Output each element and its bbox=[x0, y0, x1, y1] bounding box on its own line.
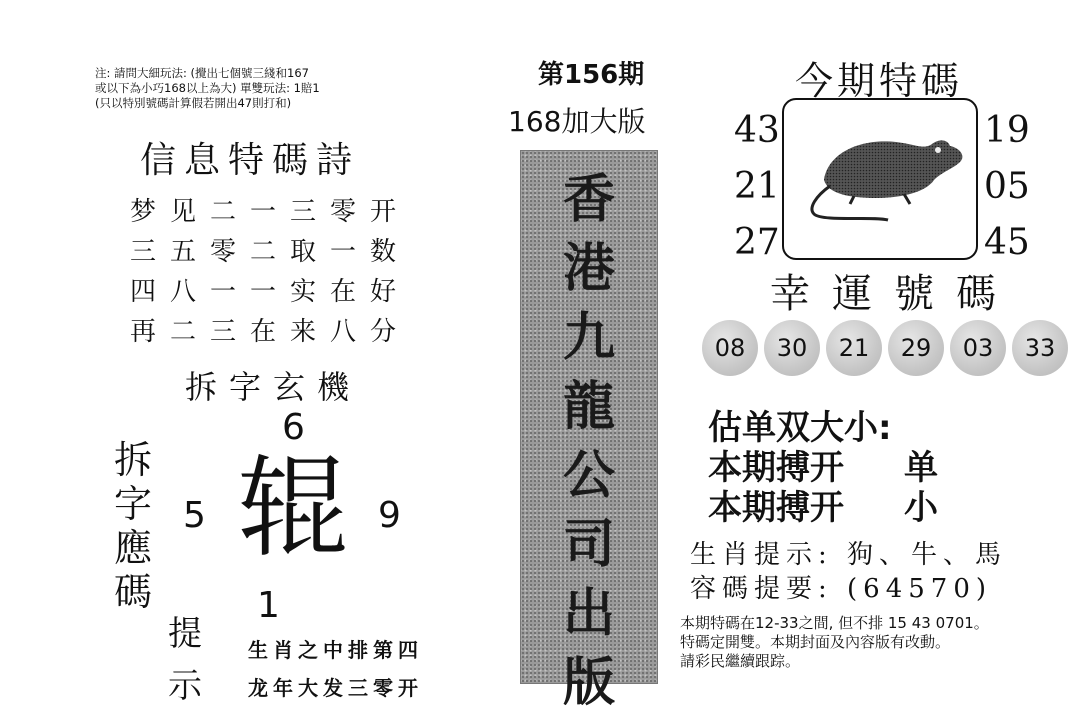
footer-line: 特碼定開雙。本期封面及內容版有改動。 bbox=[680, 633, 951, 651]
banner-char: 九 bbox=[562, 307, 615, 368]
banner-char: 司 bbox=[562, 514, 615, 575]
lucky-number-ball: 03 bbox=[950, 320, 1006, 376]
banner-char: 版 bbox=[562, 652, 615, 713]
guess-row-label: 本期搏开 bbox=[708, 448, 844, 488]
lucky-title: 幸運號碼 bbox=[770, 271, 1018, 317]
poem-title: 信息特碼詩 bbox=[140, 140, 361, 181]
special-right-number: 05 bbox=[984, 166, 1030, 207]
lucky-number-balls bbox=[702, 320, 1072, 384]
special-title: 今期特碼 bbox=[795, 59, 964, 103]
chaizi-character: 辊 bbox=[238, 444, 348, 572]
guess-row-label: 本期搏开 bbox=[708, 488, 844, 528]
footer-line: 請彩民繼續跟踪。 bbox=[680, 652, 801, 670]
rat-icon bbox=[784, 100, 976, 258]
special-right-number: 19 bbox=[984, 110, 1030, 151]
guess-row-value: 小 bbox=[904, 488, 938, 528]
banner-char: 公 bbox=[562, 445, 615, 506]
lucky-number-ball: 21 bbox=[826, 320, 882, 376]
issue-number: 第156期 bbox=[538, 60, 645, 90]
chaizi-right-number: 9 bbox=[378, 495, 401, 536]
special-left-number: 21 bbox=[734, 166, 780, 207]
special-right-number: 45 bbox=[984, 222, 1030, 263]
special-left-number: 43 bbox=[734, 110, 780, 151]
chaizi-title: 拆字玄機 bbox=[185, 368, 362, 406]
poem-line: 再二三在来八分 bbox=[130, 317, 411, 347]
footer-note bbox=[680, 614, 1070, 671]
publisher-banner bbox=[520, 150, 658, 713]
poem-line: 四八一一实在好 bbox=[130, 277, 411, 307]
banner-char: 出 bbox=[562, 583, 615, 644]
chaizi-vertical-label: 拆字應碼 bbox=[113, 438, 152, 614]
banner-char: 香 bbox=[562, 169, 615, 230]
hint-line-2: 龙年大发三零开 bbox=[248, 676, 423, 700]
code-hint: 容碼提要: (64570) bbox=[690, 574, 993, 604]
banner-char: 港 bbox=[562, 238, 615, 299]
poem bbox=[130, 192, 410, 352]
zodiac-box bbox=[782, 98, 978, 260]
chaizi-top-number: 6 bbox=[282, 407, 305, 448]
guess-title: 估单双大小: bbox=[708, 408, 892, 448]
poem-line: 梦见二一三零开 bbox=[130, 197, 411, 227]
guess-row-value: 单 bbox=[904, 448, 938, 488]
chaizi-left-number: 5 bbox=[183, 495, 206, 536]
hint-line-1: 生肖之中排第四 bbox=[248, 638, 423, 662]
rules-note-line: 注: 請問大細玩法: (攪出七個號三綫和167 bbox=[95, 66, 309, 80]
lucky-number-ball: 30 bbox=[764, 320, 820, 376]
lucky-number-ball: 33 bbox=[1012, 320, 1068, 376]
rules-note bbox=[95, 66, 425, 111]
special-left-number: 27 bbox=[734, 222, 780, 263]
banner-char: 龍 bbox=[562, 376, 615, 437]
poem-line: 三五零二取一数 bbox=[130, 237, 411, 267]
rules-note-line: (只以特別號碼計算假若開出47則打和) bbox=[95, 96, 292, 110]
edition-label: 168加大版 bbox=[508, 105, 646, 138]
publisher-banner-text bbox=[521, 165, 657, 717]
chaizi-bottom-number: 1 bbox=[257, 585, 280, 626]
lucky-number-ball: 08 bbox=[702, 320, 758, 376]
guess-row-2 bbox=[708, 480, 938, 529]
zodiac-hint: 生肖提示: 狗、牛、馬 bbox=[690, 540, 1008, 570]
hint-label: 提示 bbox=[168, 614, 202, 706]
footer-line: 本期特碼在12-33之間, 但不排 15 43 0701。 bbox=[680, 614, 989, 632]
lucky-number-ball: 29 bbox=[888, 320, 944, 376]
rules-note-line: 或以下為小巧168以上為大) 單雙玩法: 1賠1 bbox=[95, 81, 320, 95]
